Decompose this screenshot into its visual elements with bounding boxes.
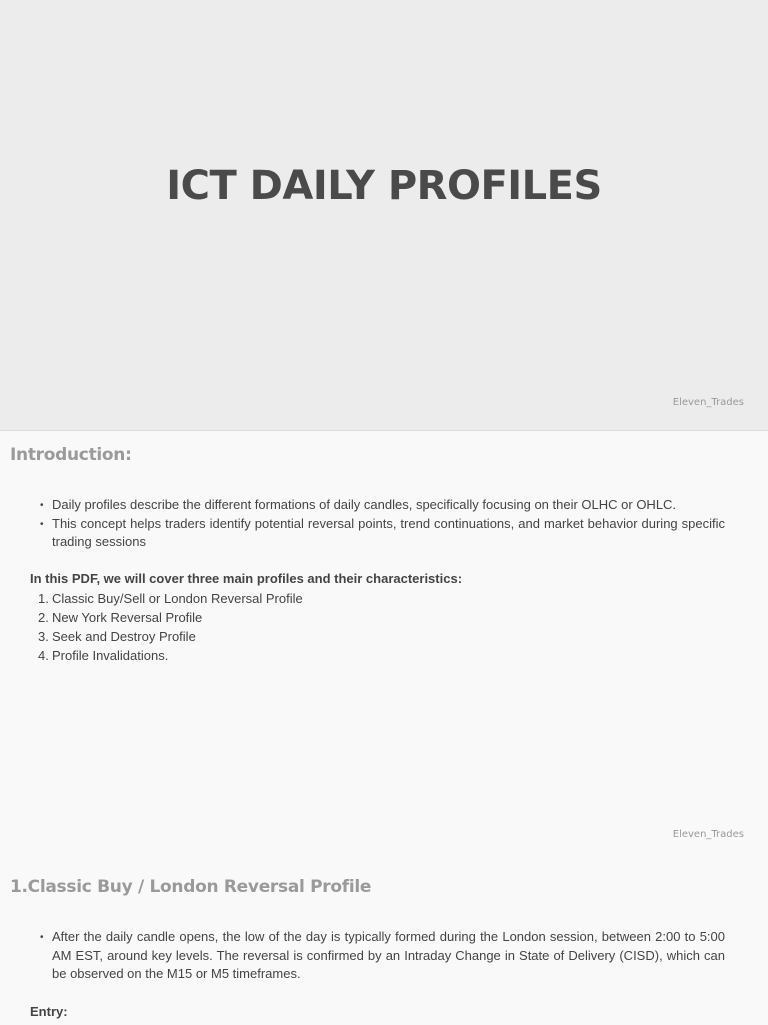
page-watermark: Eleven_Trades (672, 829, 744, 840)
intro-bullet-list (40, 496, 725, 552)
list-item: • This concept helps traders identify potential reversal points, trend continuations, and market behavior during specific trading sessions (40, 515, 725, 552)
profiles-lead-text: In this PDF, we will cover three main profiles and their characteristics: (30, 571, 463, 586)
cover-page (0, 0, 768, 431)
document-title: ICT DAILY PROFILES (166, 163, 602, 209)
introduction-page (0, 431, 768, 862)
section-heading-introduction: Introduction: (10, 445, 132, 465)
list-number: 2. (38, 610, 49, 625)
classic-bullet-list (40, 928, 725, 984)
list-number: 4. (38, 648, 49, 663)
page-watermark: Eleven_Trades (672, 397, 744, 408)
list-label: Seek and Destroy Profile (52, 629, 196, 644)
list-number: 3. (38, 629, 49, 644)
list-item (38, 627, 303, 646)
list-label: New York Reversal Profile (52, 610, 203, 625)
classic-profile-page (0, 862, 768, 1025)
list-label: Profile Invalidations. (52, 648, 169, 663)
list-number: 1. (38, 591, 49, 606)
list-item (38, 646, 303, 665)
profiles-list (38, 589, 303, 665)
list-label: Classic Buy/Sell or London Reversal Profile (52, 591, 303, 606)
entry-label: Entry: (30, 1004, 68, 1019)
list-item (38, 608, 303, 627)
list-item: • Daily profiles describe the different formations of daily candles, specifically focusing on their OLHC or OHLC. (40, 496, 725, 515)
list-item: • After the daily candle opens, the low of the day is typically formed during the London session, between 2:00 to 5:00 AM EST, around key levels. The reversal is confirmed by an Intraday Change in State of Delivery (CISD), which can be observed on the M15 or M5 timeframes. (40, 928, 725, 984)
section-heading-classic-profile: 1.Classic Buy / London Reversal Profile (10, 877, 372, 897)
list-item (38, 589, 303, 608)
